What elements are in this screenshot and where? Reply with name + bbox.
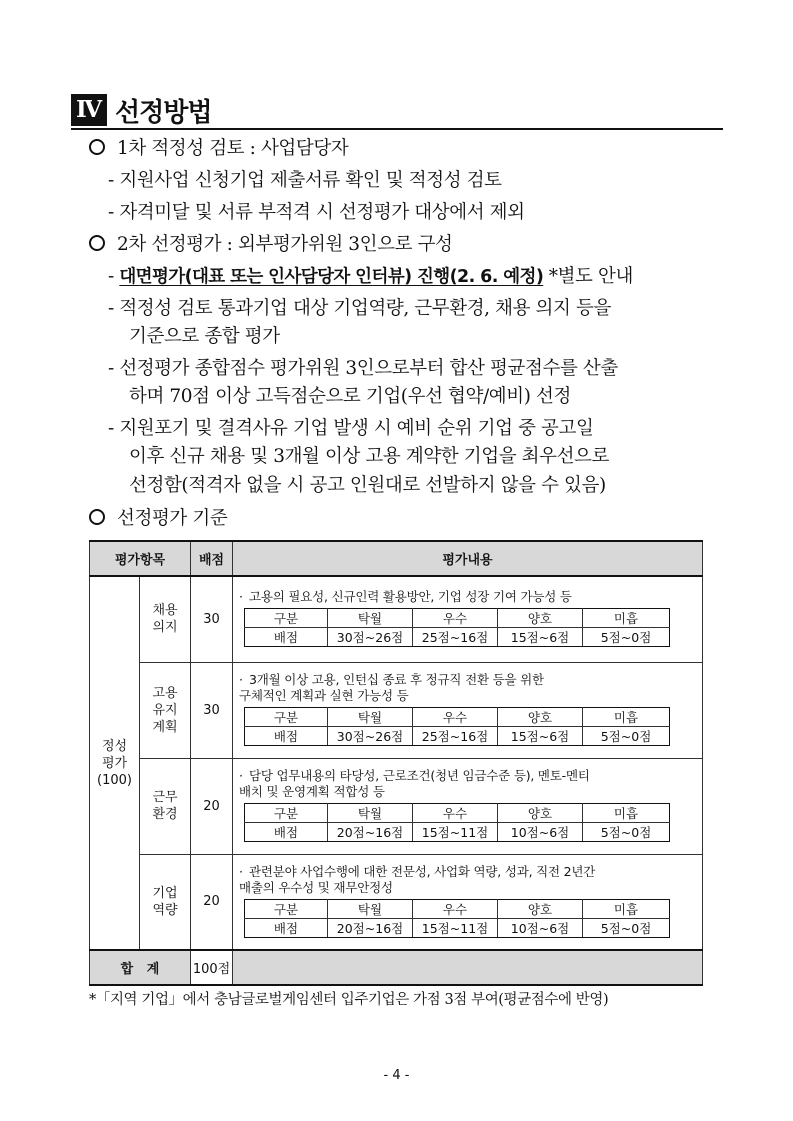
grade-value: 5점~0점 (583, 918, 670, 937)
total-label: 합 계 (90, 950, 191, 985)
item-content (233, 854, 703, 950)
category-line: (100) (97, 772, 132, 788)
second-eval-text: 2차 선정평가 : 외부평가위원 3인으로 구성 (117, 234, 453, 255)
dash: - (108, 266, 114, 287)
item-name-line: 유지 (152, 702, 178, 718)
item-score: 20 (191, 758, 233, 854)
item-name-line: 의지 (152, 620, 178, 636)
grade-header: 탁월 (328, 609, 413, 628)
grade-value: 5점~0점 (583, 628, 670, 647)
grade-header: 탁월 (328, 899, 413, 918)
grade-value: 20점~16점 (328, 918, 413, 937)
table-row (90, 758, 703, 854)
grade-header: 탁월 (328, 708, 413, 727)
eval-item-1a: - 적정성 검토 통과기업 대상 기업역량, 근무환경, 채용 의지 등을 (108, 298, 611, 319)
grade-table (244, 608, 670, 647)
grade-header: 양호 (498, 899, 583, 918)
header-eval-item: 평가항목 (90, 541, 191, 576)
interview-emphasis: 대면평가(대표 또는 인사담당자 인터뷰) 진행(2. 6. 예정) (119, 267, 544, 287)
eval-item-3a: - 지원포기 및 결격사유 기업 발생 시 예비 순위 기업 중 공고일 (108, 418, 594, 439)
table-row (90, 576, 703, 662)
header-score: 배점 (191, 541, 233, 576)
eval-item-3c: 선정함(적격자 없을 시 공고 인원대로 선발하지 않을 수 있음) (129, 475, 606, 496)
item-name-line: 역량 (152, 902, 178, 918)
grade-value: 15점~6점 (498, 628, 583, 647)
grade-header: 우수 (413, 899, 498, 918)
grade-value: 25점~16점 (413, 727, 498, 746)
grade-value: 15점~6점 (498, 727, 583, 746)
grade-header: 구분 (245, 708, 328, 727)
bullet-first-review (89, 137, 348, 161)
grade-label: 배점 (245, 918, 328, 937)
eval-item-3b: 이후 신규 채용 및 3개월 이상 고용 계약한 기업을 최우선으로 (129, 446, 610, 467)
header-content: 평가내용 (233, 541, 703, 576)
grade-header: 미흡 (583, 609, 670, 628)
circle-bullet-icon (89, 509, 105, 525)
grade-value: 30점~26점 (328, 727, 413, 746)
table-row (90, 854, 703, 950)
category-cell (90, 576, 140, 950)
footnote: *「지역 기업」에서 충남글로벌게임센터 입주기업은 가점 3점 부여(평균점수에 반영) (89, 992, 609, 1008)
eval-item-2b: 하며 70점 이상 고득점순으로 기업(우선 협약/예비) 선정 (129, 386, 571, 407)
grade-header: 우수 (413, 708, 498, 727)
grade-value: 30점~26점 (328, 628, 413, 647)
item-score: 30 (191, 576, 233, 662)
grade-table (244, 707, 670, 746)
item-name-line: 계획 (152, 719, 178, 735)
first-review-text: 1차 적정성 검토 : 사업담당자 (117, 138, 349, 159)
grade-header: 구분 (245, 804, 328, 823)
category-line: 정성 (101, 738, 128, 754)
grade-header: 미흡 (583, 899, 670, 918)
grade-value: 5점~0점 (583, 823, 670, 842)
item-name-cell (140, 576, 191, 662)
eval-item-1b: 기준으로 종합 평가 (129, 326, 280, 347)
item-name-line: 환경 (152, 807, 178, 822)
bullet-second-eval (89, 233, 453, 257)
section-heading (71, 92, 723, 130)
circle-bullet-icon (89, 235, 105, 251)
first-review-item-2: - 자격미달 및 서류 부적격 시 선정평가 대상에서 제외 (108, 202, 525, 223)
first-review-item-1: - 지원사업 신청기업 제출서류 확인 및 적정성 검토 (108, 170, 502, 191)
section-title: 선정방법 (115, 98, 212, 128)
grade-value: 5점~0점 (583, 727, 670, 746)
grade-header: 미흡 (583, 804, 670, 823)
criteria-text: 매출의 우수성 및 재무안정성 (239, 879, 393, 895)
criteria-text: 배치 및 운영계획 적합성 등 (239, 784, 385, 799)
grade-table (244, 899, 670, 938)
criteria-text: · 관련분야 사업수행에 대한 전문성, 사업화 역량, 성과, 직전 2년간 (239, 863, 596, 879)
grade-header: 우수 (413, 804, 498, 823)
item-name-line: 근무 (152, 790, 178, 805)
separate-notice: *별도 안내 (548, 266, 633, 287)
grade-header: 구분 (245, 899, 328, 918)
section-number: Ⅳ (71, 94, 107, 126)
grade-header: 양호 (498, 609, 583, 628)
grade-value: 15점~11점 (413, 823, 498, 842)
criteria-text: 구체적인 계획과 실현 가능성 등 (239, 688, 409, 703)
item-name-cell (140, 662, 191, 758)
item-score: 30 (191, 662, 233, 758)
item-name-cell (140, 854, 191, 950)
total-blank (233, 950, 703, 985)
bullet-criteria (89, 507, 227, 531)
item-name-line: 채용 (152, 603, 178, 619)
grade-label: 배점 (245, 823, 328, 842)
grade-header: 구분 (245, 609, 328, 628)
item-name-cell (140, 758, 191, 854)
table-row (90, 662, 703, 758)
grade-header: 탁월 (328, 804, 413, 823)
item-content (233, 758, 703, 854)
category-line: 평가 (101, 755, 128, 771)
grade-label: 배점 (245, 727, 328, 746)
criteria-text: · 고용의 필요성, 신규인력 활용방안, 기업 성장 기여 가능성 등 (239, 589, 572, 605)
grade-table (244, 803, 670, 842)
grade-header: 미흡 (583, 708, 670, 727)
item-score: 20 (191, 854, 233, 950)
evaluation-table (89, 540, 703, 986)
circle-bullet-icon (89, 139, 105, 155)
criteria-text: · 3개월 이상 고용, 인턴십 종료 후 정규직 전환 등을 위한 (239, 672, 544, 687)
criteria-heading: 선정평가 기준 (117, 508, 228, 529)
grade-header: 양호 (498, 708, 583, 727)
criteria-text: · 담당 업무내용의 타당성, 근로조건(청년 임금수준 등), 멘토-멘티 (239, 768, 590, 783)
grade-value: 10점~6점 (498, 918, 583, 937)
total-score: 100점 (191, 950, 233, 985)
grade-value: 15점~11점 (413, 918, 498, 937)
item-name-line: 기업 (152, 885, 178, 901)
page-number: - 4 - (383, 1068, 410, 1083)
interview-line (108, 265, 633, 289)
grade-header: 양호 (498, 804, 583, 823)
item-name-line: 고용 (152, 685, 178, 701)
grade-value: 20점~16점 (328, 823, 413, 842)
grade-header: 우수 (413, 609, 498, 628)
item-content (233, 662, 703, 758)
grade-label: 배점 (245, 628, 328, 647)
eval-item-2a: - 선정평가 종합점수 평가위원 3인으로부터 합산 평균점수를 산출 (108, 358, 618, 379)
grade-value: 10점~6점 (498, 823, 583, 842)
item-content (233, 576, 703, 662)
grade-value: 25점~16점 (413, 628, 498, 647)
